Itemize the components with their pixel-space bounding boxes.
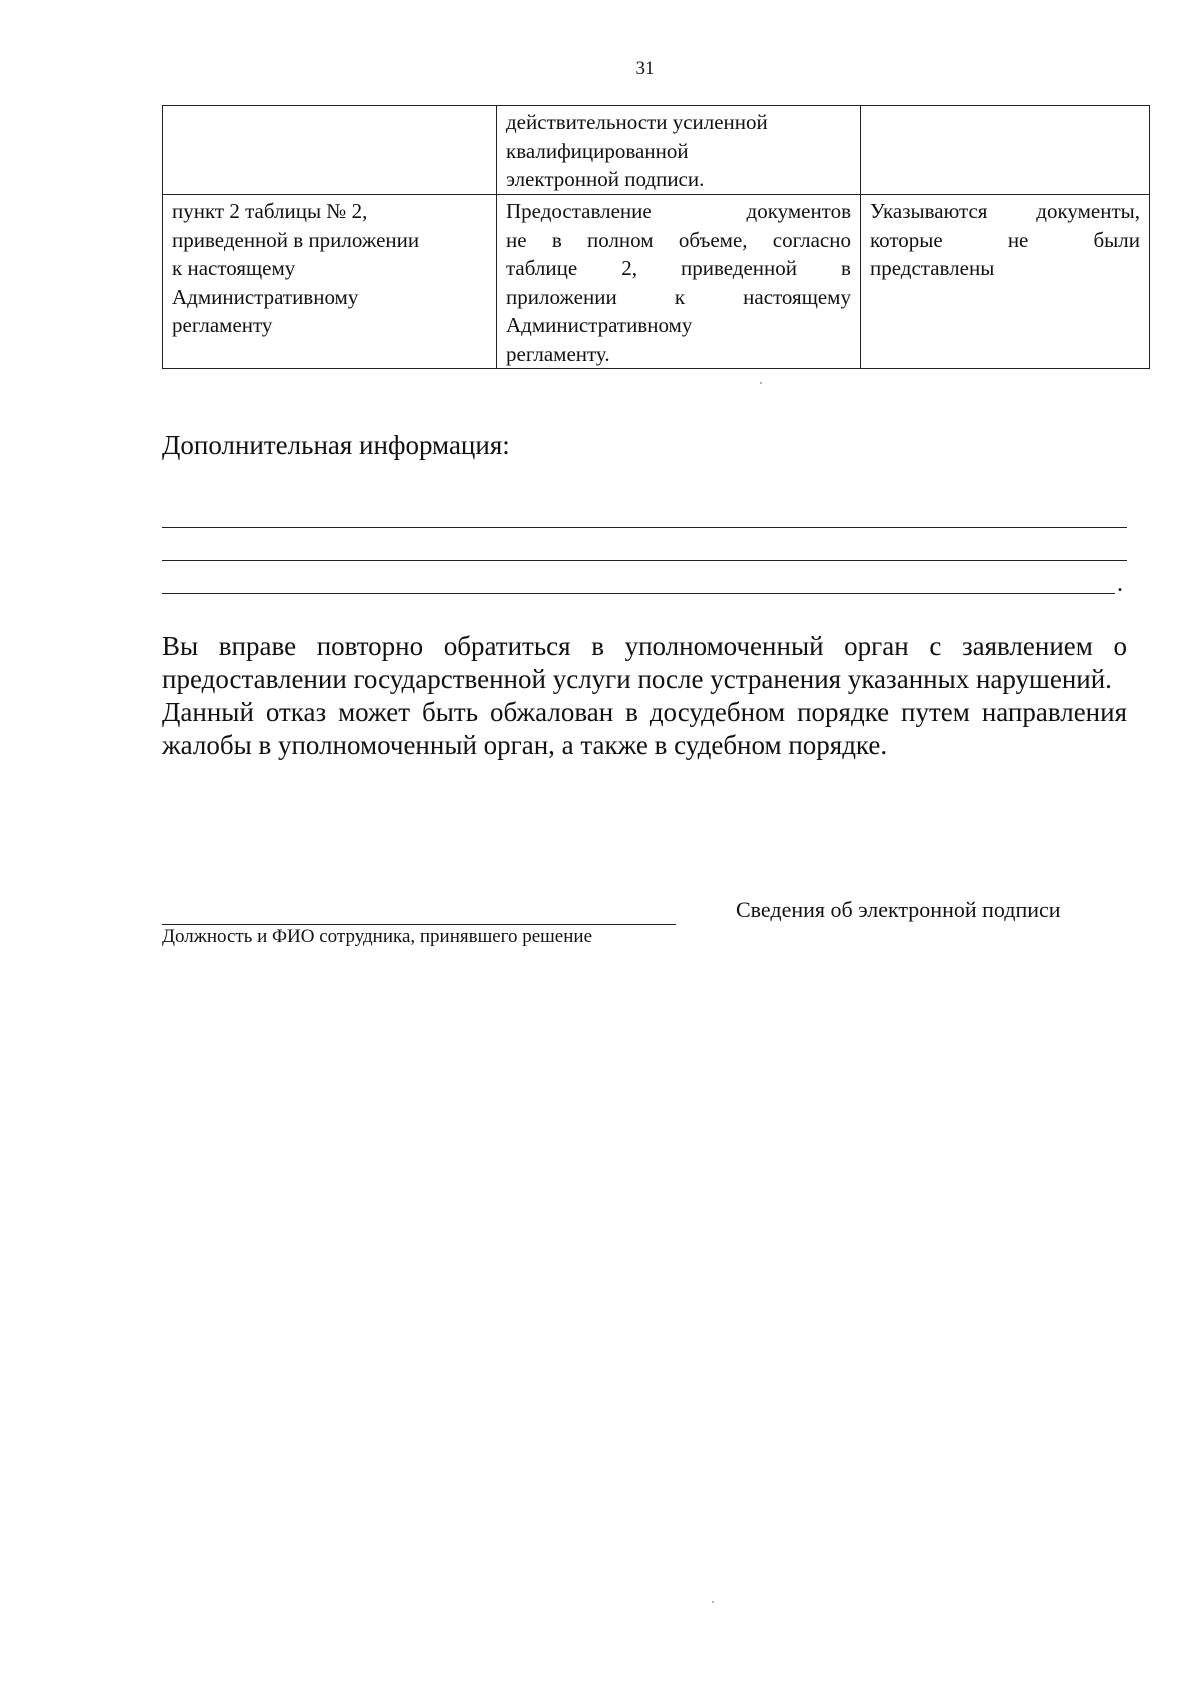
cell-line bbox=[506, 283, 851, 312]
cell-line: Административному bbox=[506, 313, 693, 337]
page-number: 31 bbox=[635, 58, 655, 79]
table-cell-reason bbox=[497, 195, 861, 369]
signature-line bbox=[162, 924, 676, 925]
cell-line bbox=[506, 108, 851, 137]
cell-word: Указываются bbox=[870, 199, 988, 223]
cell-line: Административному bbox=[172, 284, 359, 309]
table-row bbox=[163, 195, 1150, 369]
cell-line bbox=[506, 254, 851, 283]
cell-line: квалифицированной bbox=[506, 138, 689, 163]
cell-line bbox=[870, 197, 1140, 226]
cell-line: регламенту bbox=[172, 313, 273, 337]
cell-word: которые bbox=[870, 227, 943, 252]
cell-line: к настоящему bbox=[172, 256, 296, 280]
scan-speck bbox=[760, 382, 762, 384]
cell-line: электронной подписи. bbox=[506, 167, 705, 191]
cell-line: представлены bbox=[870, 256, 995, 280]
cell-word: были bbox=[1093, 227, 1140, 252]
cell-word: к bbox=[674, 284, 686, 309]
cell-word: объеме, bbox=[678, 227, 748, 252]
table-cell-explanation bbox=[861, 106, 1150, 195]
cell-word: таблице bbox=[506, 256, 578, 280]
cell-word: настоящему bbox=[743, 284, 851, 309]
cell-word: приведенной bbox=[680, 256, 798, 280]
cell-line bbox=[506, 197, 851, 226]
fill-in-line bbox=[162, 560, 1127, 561]
cell-word: приложении bbox=[506, 284, 617, 309]
cell-word: документов bbox=[746, 199, 851, 223]
fill-in-line bbox=[162, 593, 1115, 594]
cell-word: 2, bbox=[621, 256, 637, 280]
cell-word: в bbox=[841, 256, 851, 280]
scan-speck bbox=[712, 1601, 714, 1603]
cell-text: действительности усиленной bbox=[506, 110, 768, 134]
cell-word: документы, bbox=[1036, 199, 1140, 223]
cell-word: не bbox=[506, 227, 527, 252]
signature-caption: Должность и ФИО сотрудника, принявшего решение bbox=[162, 926, 592, 947]
table-cell-reference bbox=[163, 106, 497, 195]
reapply-paragraph: Вы вправе повторно обратиться в уполномоченный орган с заявлением о предоставлении государственной услуги после устранения указанных нарушений. bbox=[162, 631, 1127, 694]
cell-line: пункт 2 таблицы № 2, bbox=[172, 199, 368, 223]
table-cell-reference bbox=[163, 195, 497, 369]
electronic-signature-label: Сведения об электронной подписи bbox=[736, 897, 1061, 922]
cell-word: полном bbox=[586, 227, 654, 252]
cell-line bbox=[870, 226, 1140, 255]
appeal-paragraph: Данный отказ может быть обжалован в досудебном порядке путем направления жалобы в уполномоченный орган, а также в судебном порядке. bbox=[162, 697, 1127, 760]
fill-in-line bbox=[162, 527, 1127, 528]
cell-word: не bbox=[1007, 227, 1029, 252]
table-cell-reason bbox=[497, 106, 861, 195]
cell-line bbox=[506, 226, 851, 255]
table-cell-explanation bbox=[861, 195, 1150, 369]
cell-word: в bbox=[551, 227, 562, 252]
cell-word: Предоставление bbox=[506, 199, 652, 223]
refusal-reasons-table bbox=[162, 105, 1150, 369]
cell-line: приведенной в приложении bbox=[172, 227, 420, 252]
additional-info-heading: Дополнительная информация: bbox=[162, 430, 510, 460]
table-row bbox=[163, 106, 1150, 195]
cell-word: согласно bbox=[772, 227, 851, 252]
fill-in-end-mark: . bbox=[1117, 571, 1123, 597]
cell-line: регламенту. bbox=[506, 341, 610, 366]
notice-text bbox=[162, 630, 1127, 762]
